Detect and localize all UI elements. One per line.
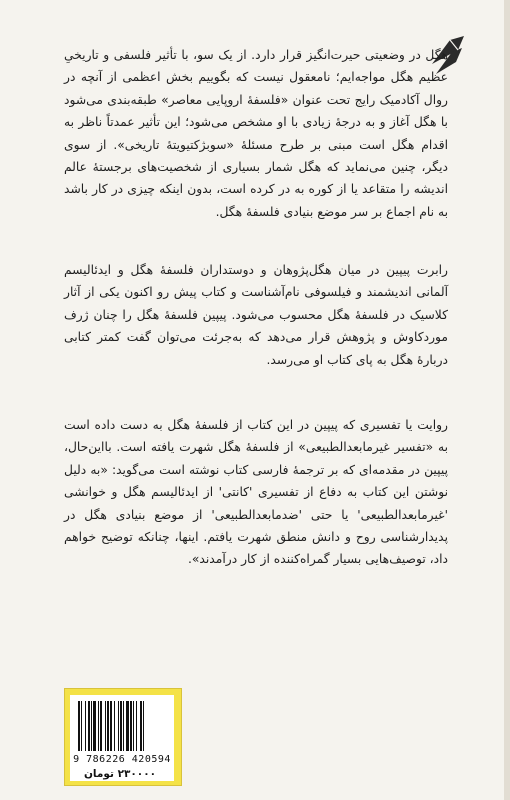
barcode-bar xyxy=(110,701,112,751)
barcode-bar xyxy=(143,701,144,751)
blurb-paragraph-1: هگل در وضعیتی حیرت‌انگیز قرار دارد. از یک سو، با تأثیر فلسفی و تاریخیِ عظیم هگل مواجه‌ایم؛ نامعقول نیست که بگوییم بخش اعظمی از آنچه در روال آکادمیک رایج تحت عنوان «فلسفهٔ اروپایی معاصر» طبقه‌بندی می‌شود با هگل آغاز و به درجهٔ زیادی با او مشخص می‌شود؛ این تأثیر عمدتاً ناظر به اقدام هگل است مبنی بر طرح مسئلهٔ «سوبژکتیویتهٔ تاریخی». از سوی دیگر، چنین می‌نماید که هگل شمار بسیاری از شخصیت‌های برجستهٔ عالم اندیشه را متقاعد یا از کوره به در کرده است، بدون اینکه چیزی در کار باشد به نام اجماع بر سر موضع بنیادی فلسفهٔ هگل. xyxy=(64,48,448,219)
cover-edge xyxy=(504,0,510,800)
barcode-bar xyxy=(120,701,122,751)
barcode-bar xyxy=(78,701,80,751)
barcode-bar xyxy=(118,701,119,751)
barcode-bar xyxy=(140,701,142,751)
barcode-label xyxy=(70,695,174,781)
price-label: ۲۳۰۰۰۰ تومان xyxy=(83,768,157,780)
barcode-bar xyxy=(114,701,115,751)
barcode-bars xyxy=(74,699,170,753)
isbn-digits: 9 786226 420594 xyxy=(73,754,171,765)
barcode-bar xyxy=(98,701,99,751)
barcode-bar xyxy=(91,701,92,751)
barcode-bar xyxy=(85,701,86,751)
barcode-bar xyxy=(136,701,137,751)
barcode-bar xyxy=(88,701,90,751)
barcode-sticker xyxy=(64,688,182,786)
barcode-bar xyxy=(100,701,102,751)
barcode-bar xyxy=(130,701,132,751)
blurb-paragraph-3: روایت یا تفسیری که پیپین در این کتاب از فلسفهٔ هگل به دست داده است به «تفسیر غیرمابعدالطبیعی» از فلسفهٔ هگل شهرت یافته است. بااین‌حال، پیپین در مقدمه‌ای که بر ترجمهٔ فارسی کتاب نوشته است می‌گوید: «به دلیل نوشتن این کتاب به دفاع از تفسیری 'کانتی' از ایدئالیسم هگل و خوانشی 'غیرمابعدالطبیعی' یا حتی 'ضدمابعدالطبیعی' از موضع بنیادی هگل در پدیدارشناسی روح و دانش منطق شهرت یافتم. اینها، چنانکه توضیح خواهم داد، توصیف‌هایی بسیار گمراه‌کننده از کار درآمدند». xyxy=(64,418,448,567)
barcode-bar xyxy=(126,701,129,751)
barcode-bar xyxy=(133,701,134,751)
barcode-bar xyxy=(93,701,96,751)
barcode-bar xyxy=(123,701,124,751)
blurb-paragraph-2: رابرت پیپین در میان هگل‌پژوهان و دوستداران فلسفهٔ هگل و ایدئالیسم آلمانی اندیشمند و فیلسوفی نام‌آشناست و کتاب پیش رو اکنون یکی از آثار کلاسیک در فلسفهٔ هگل محسوب می‌شود. پیپین فلسفهٔ هگل را چنان ژرف موردکاوش و پژوهش قرار می‌دهد که به‌جرئت می‌توان گفت کمتر کتابی دربارهٔ هگل به پای کتاب او می‌رسد. xyxy=(64,263,448,367)
barcode-bar xyxy=(107,701,109,751)
barcode-bar xyxy=(105,701,106,751)
barcode-bar xyxy=(81,701,82,751)
